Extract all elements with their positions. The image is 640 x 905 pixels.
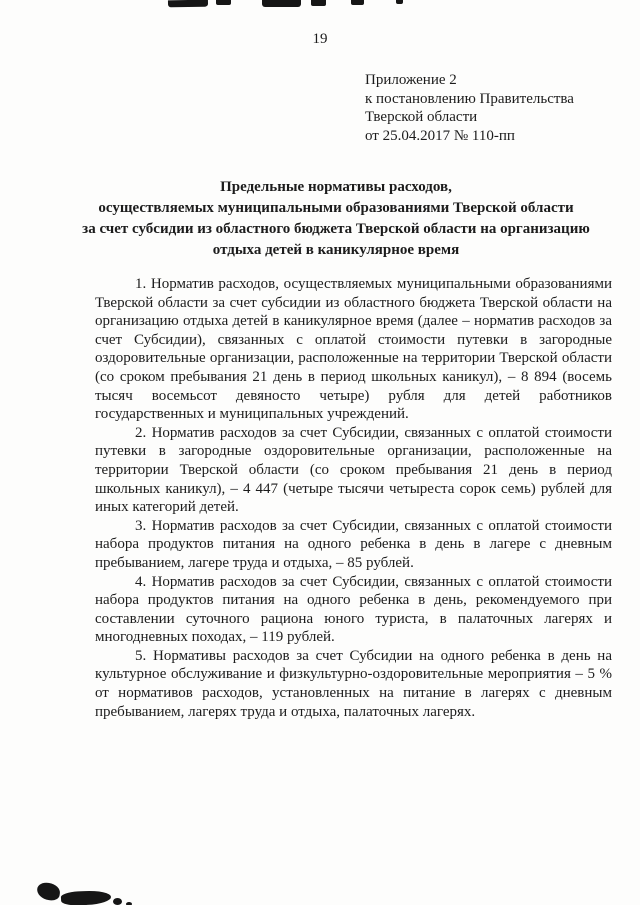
title-line: осуществляемых муниципальными образованиями Тверской области: [98, 200, 574, 216]
title-line: за счет субсидии из областного бюджета Тверской области на организацию: [82, 221, 590, 237]
document-body: [95, 275, 612, 721]
title-line: Предельные нормативы расходов,: [220, 179, 452, 195]
scan-artifact: [36, 881, 61, 901]
scan-artifact: [262, 0, 301, 7]
scan-artifact: [311, 0, 326, 6]
scan-artifact: [396, 0, 403, 4]
paragraph-4: 4. Норматив расходов за счет Субсидии, связанных с оплатой стоимости набора продуктов питания на одного ребенка в день, рекомендуемого при составлении суточного рациона юного туриста, в палаточных лагерях и многодневных походах, – 119 рублей.: [95, 573, 612, 646]
annex-line: от 25.04.2017 № 110-пп: [365, 127, 515, 144]
annex-line: Тверской области: [365, 109, 478, 125]
scan-artifact: [61, 890, 112, 905]
document-title: [0, 177, 640, 261]
paragraph-1: 1. Норматив расходов, осуществляемых муниципальными образованиями Тверской области за счет субсидии из областного бюджета Тверской области на организацию отдыха детей в каникулярное время (далее – норматив расходов за счет Субсидии), связанных с оплатой стоимости путевки в загородные оздоровительные организации, расположенные на территории Тверской области (со сроком пребывания 21 день в период школьных каникул), – 8 894 (восемь тысяч восемьсот девяносто четыре) рубля для детей работников государственных и муниципальных учреждений.: [95, 276, 612, 423]
paragraph-3: 3. Норматив расходов за счет Субсидии, связанных с оплатой стоимости набора продуктов питания на одного ребенка в день в лагере с дневным пребыванием, лагере труда и отдыха, – 85 рублей.: [95, 517, 612, 571]
scan-artifact: [113, 898, 122, 905]
annex-line: к постановлению Правительства: [365, 90, 574, 107]
scan-artifact: [351, 0, 364, 5]
paragraph-5: 5. Нормативы расходов за счет Субсидии на одного ребенка в день на культурное обслуживание и физкультурно-оздоровительные мероприятия – 5 % от нормативов расходов, установленных на питание в лагерях с дневным пребыванием, лагерях труда и отдыха, палаточных лагерях.: [95, 647, 612, 720]
annex-block: [365, 71, 640, 145]
page-number: 19: [312, 31, 328, 47]
scan-artifact: [216, 0, 231, 5]
title-line: отдыха детей в каникулярное время: [212, 242, 460, 258]
scan-artifact: [168, 0, 208, 7]
paragraph-2: 2. Норматив расходов за счет Субсидии, связанных с оплатой стоимости путевки в загородные оздоровительные организации, расположенные на территории Тверской области (со сроком пребывания 21 день в период школьных каникул), – 4 447 (четыре тысячи четыреста сорок семь) рублей для иных категорий детей.: [95, 424, 612, 516]
annex-line: Приложение 2: [365, 72, 457, 88]
